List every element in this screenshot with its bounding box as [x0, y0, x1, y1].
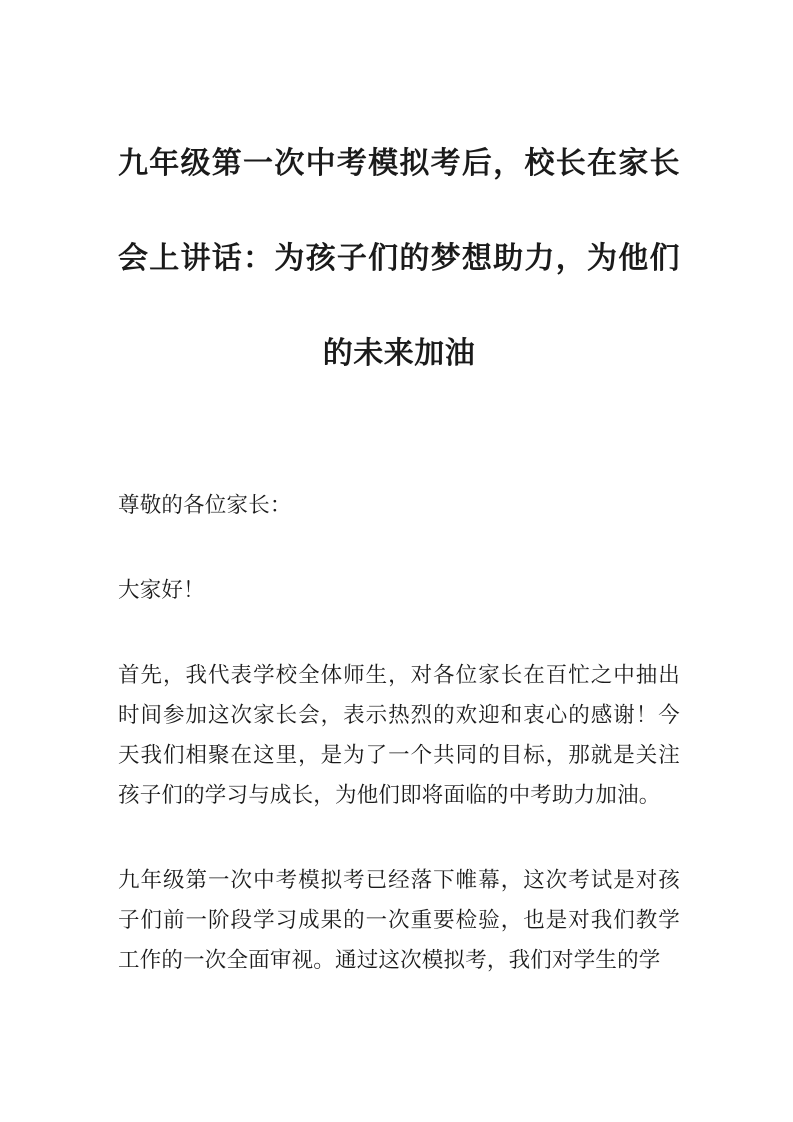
paragraph-welcome: 首先，我代表学校全体师生，对各位家长在百忙之中抽出时间参加这次家长会，表示热烈的欢迎和衷心的感谢！今天我们相聚在这里，是为了一个共同的目标，那就是关注孩子们的学习与成长，为他们即将面临的中考助力加油。: [118, 663, 680, 807]
paragraph-greeting: 大家好！: [118, 578, 205, 602]
paragraph-exam-review: 九年级第一次中考模拟考已经落下帷幕，这次考试是对孩子们前一阶段学习成果的一次重要检验，也是对我们教学工作的一次全面审视。通过这次模拟考，我们对学生的学: [118, 868, 680, 972]
paragraph-salutation: 尊敬的各位家长：: [118, 493, 292, 517]
page-title: [118, 0, 680, 401]
page-title-line-3: 的未来加油: [322, 337, 476, 370]
document-body: [118, 485, 680, 980]
document-content-column: [118, 0, 680, 980]
page-title-line-2: 会上讲话：为孩子们的梦想助力，为他们: [118, 242, 680, 275]
page-title-line-1: 九年级第一次中考模拟考后，校长在家长: [118, 147, 680, 180]
